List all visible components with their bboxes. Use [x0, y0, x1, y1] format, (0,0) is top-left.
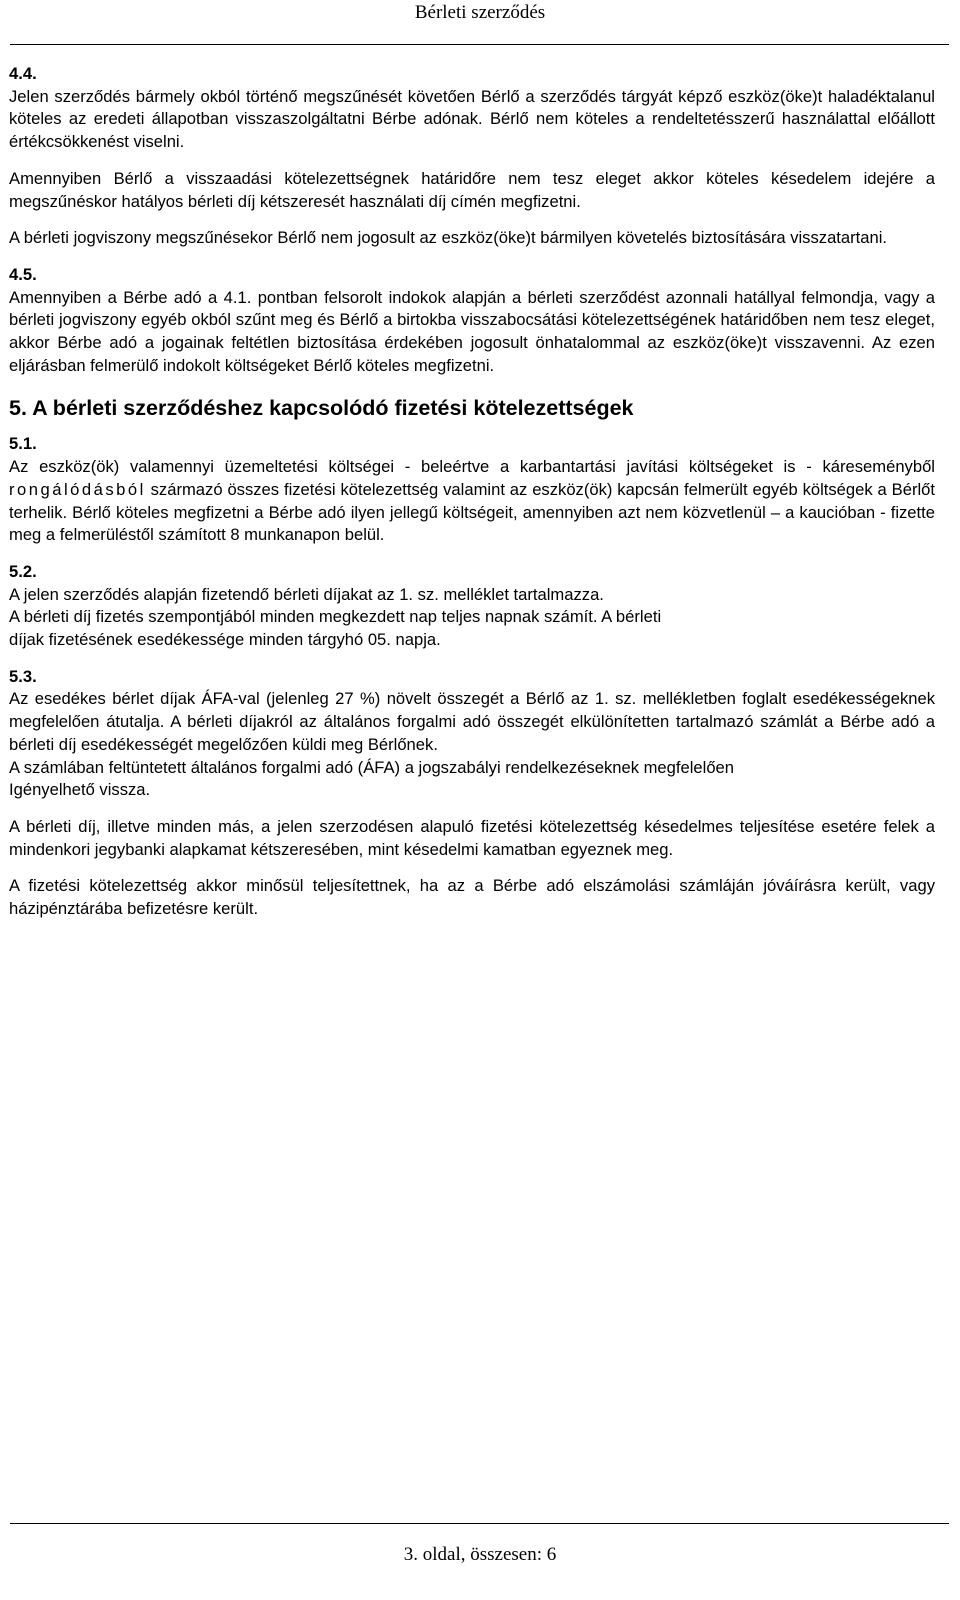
paragraph-5-3-2-line2: Igényelhető vissza.	[9, 780, 151, 800]
paragraph-4-5-1: Amennyiben a Bérbe adó a 4.1. pontban felsorolt indokok alapján a bérleti szerződést azonnali hatállyal felmondja, vagy a bérleti jogviszony egyéb okból szűnt meg és Bérlő a birtokba visszabocsátási kötelezettségének határidőben nem tesz eleget, akkor Bérbe adó a jogainak feltétlen biztosítása érdekében jogosult önhatalommal az eszköz(öke)t visszavenni. Az ezen eljárásban felmerülő indokolt költségeket Bérlő köteles megfizetni.	[9, 287, 935, 375]
document-body	[9, 63, 935, 921]
paragraph-5-2-line1: A jelen szerződés alapján fizetendő bérleti díjakat az 1. sz. melléklet tartalmazza.	[9, 584, 604, 604]
paragraph-5-2-line3: díjak fizetésének esedékessége minden tárgyhó 05. napja.	[9, 630, 441, 650]
paragraph-4-4-3: A bérleti jogviszony megszűnésekor Bérlő nem jogosult az eszköz(öke)t bármilyen követelés biztosítására visszatartani.	[9, 228, 888, 248]
page-header: Bérleti szerződés	[414, 2, 546, 23]
section-number-5-1: 5.1.	[9, 434, 37, 454]
paragraph-4-4-2: Amennyiben Bérlő a visszaadási kötelezettségnek határidőre nem tesz eleget akkor köteles késedelem idejére a megszűnéskor hatályos bérleti díj kétszeresét használati díj címén megfizetni.	[9, 168, 935, 211]
paragraph-5-3-1: Az esedékes bérlet díjak ÁFA-val (jelenleg 27 %) növelt összegét a Bérlő az 1. sz. mellékletben foglalt esedékességeknek megfelelően átutalja. A bérleti díjakról az általános forgalmi adó összegét elkülönítetten tartalmazó számlát a Bérbe adó a bérleti díj esedékességét megelőzően küldi meg Bérlőnek.	[9, 689, 935, 754]
paragraph-5-3-3: A bérleti díj, illetve minden más, a jelen szerzodésen alapuló fizetési kötelezettség késedelmes teljesítése esetére felek a mindenkori jegybanki alapkamat kétszeresében, mint késedelmi kamatban egyeznek meg.	[9, 816, 935, 859]
paragraph-5-1-1-spaced-word: rongálódásból	[9, 479, 146, 499]
paragraph-5-2-line2: A bérleti díj fizetés szempontjából minden megkezdett nap teljes napnak számít. A bérleti	[9, 607, 662, 627]
paragraph-5-3-4: A fizetési kötelezettség akkor minősül teljesítettnek, ha az a Bérbe adó elszámolási számláján jóváírásra került, vagy házipénztárába befizetésre került.	[9, 876, 935, 919]
section-number-4-5: 4.5.	[9, 264, 37, 284]
header-divider	[10, 44, 949, 45]
section-number-4-4: 4.4.	[9, 64, 37, 83]
section-number-5-2: 5.2.	[9, 561, 37, 581]
section-number-5-3: 5.3.	[9, 666, 37, 686]
paragraph-5-1-1	[9, 456, 935, 547]
page-footer: 3. oldal, összesen: 6	[403, 1544, 557, 1565]
footer-divider	[10, 1523, 949, 1524]
paragraph-4-4-1: Jelen szerződés bármely okból történő megszűnését követően Bérlő a szerződés tárgyát képző eszköz(öke)t haladéktalanul köteles az eredeti állapotban visszaszolgáltatni Bérbe adónak. Bérlő nem köteles a rendeltetésszerű használattal előállott értékcsökkenést viselni.	[9, 86, 935, 152]
section-heading-5: 5. A bérleti szerződéshez kapcsolódó fizetési kötelezettségek	[9, 396, 634, 421]
paragraph-5-3-2-line1: A számlában feltüntetett általános forgalmi adó (ÁFA) a jogszabályi rendelkezéseknek megfelelően	[9, 757, 735, 777]
paragraph-5-1-1-part-b: származó összes fizetési kötelezettség valamint az eszköz(ök) kapcsán felmerült egyéb költségek a Bérlőt terhelik. Bérlő köteles megfizetni a Bérbe adó ilyen jellegű költségeit, amennyiben azt nem közvetlenül – a kaucióban - fizette meg a felmerüléstől számított 8 munkanapon belül.	[9, 479, 935, 545]
paragraph-5-1-1-part-a: Az eszköz(ök) valamennyi üzemeltetési költségei - beleértve a karbantartási javítási költségeket is - káreseményből	[9, 457, 935, 477]
